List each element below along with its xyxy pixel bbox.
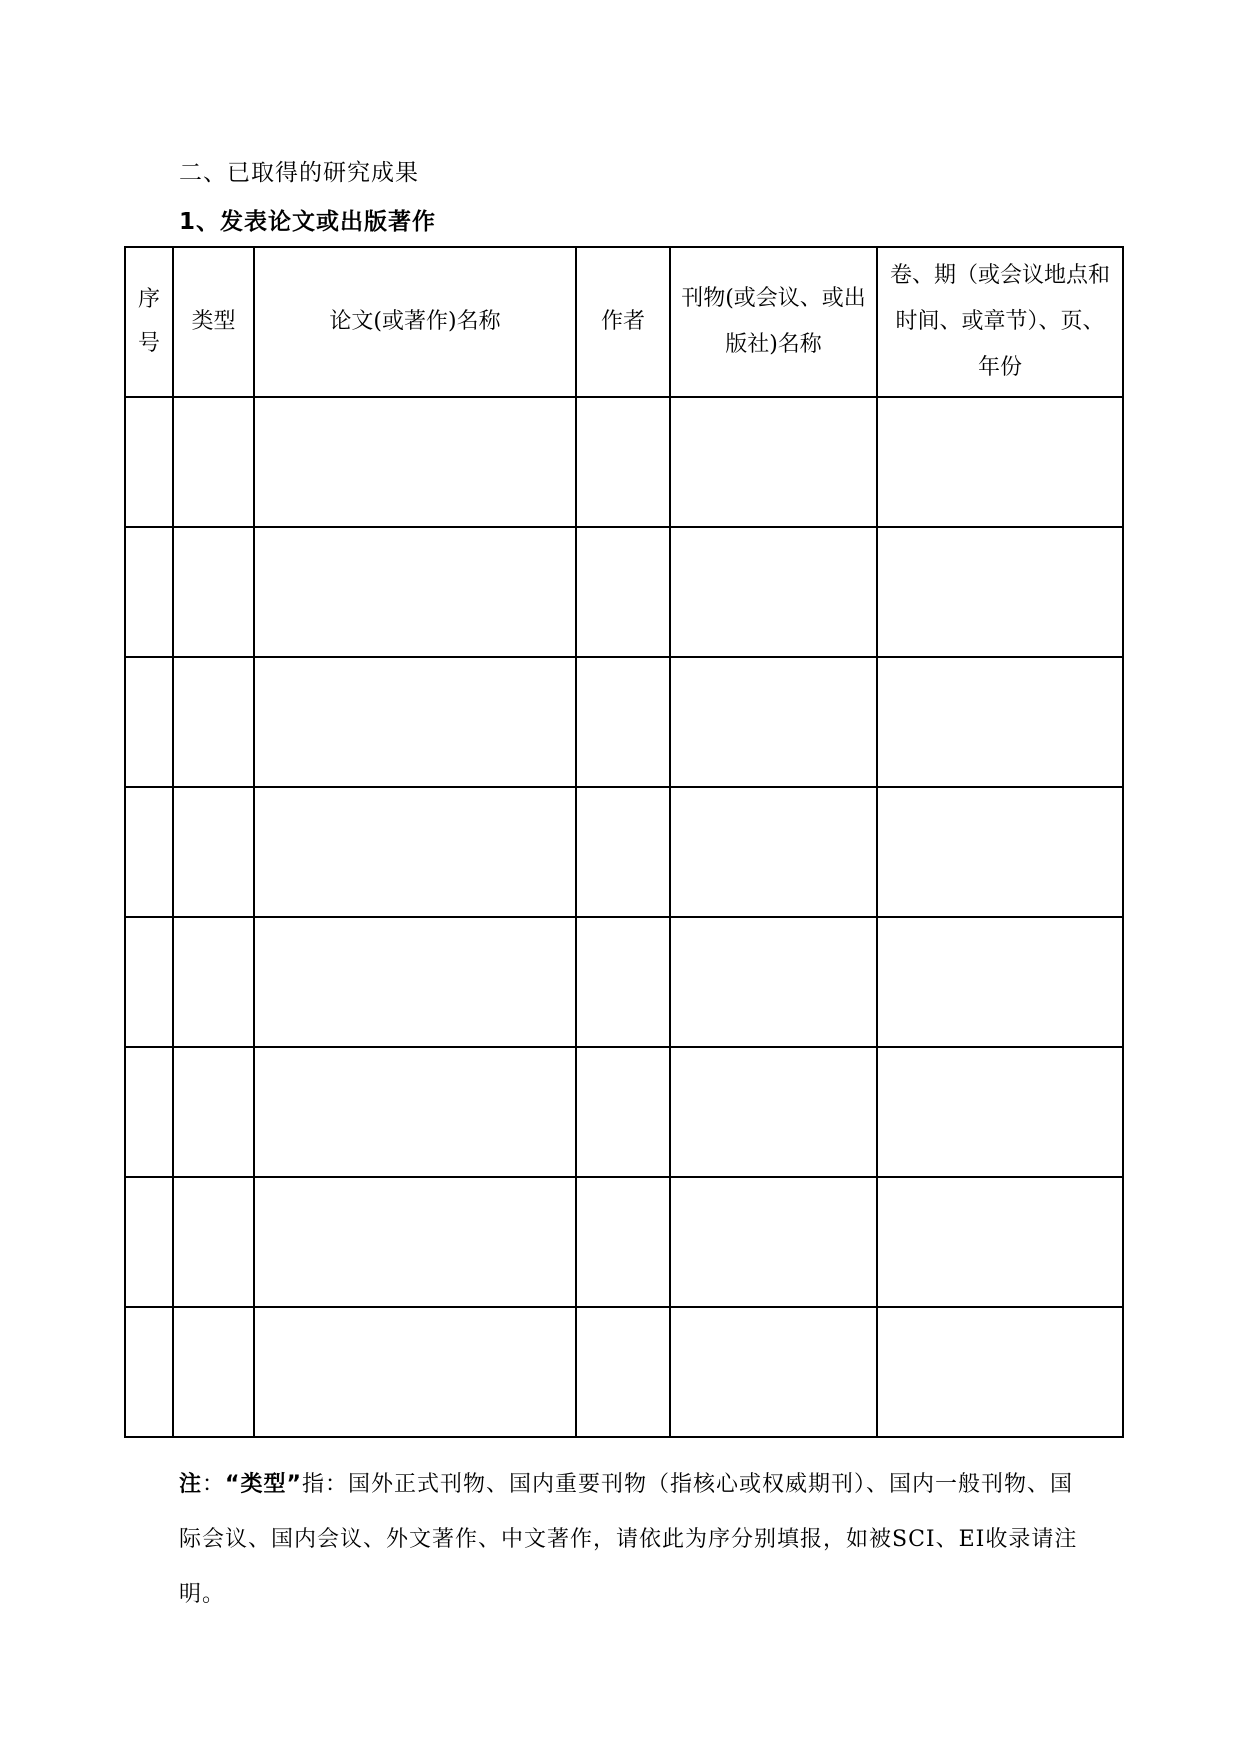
cell-serial-number[interactable] (125, 917, 173, 1047)
cell-author[interactable] (576, 787, 670, 917)
header-type (173, 247, 254, 397)
cell-volume-issue[interactable] (877, 1177, 1123, 1307)
table-header-row (125, 247, 1123, 397)
cell-serial-number[interactable] (125, 787, 173, 917)
header-paper-title-label: 论文(或著作)名称 (329, 309, 501, 334)
cell-journal[interactable] (670, 1177, 877, 1307)
header-paper-title (254, 247, 576, 397)
note-colon: ： (202, 1472, 226, 1497)
note-body: 指：国外正式刊物、国内重要刊物（指核心或权威期刊）、国内一般刊物、国际会议、国内会议、外文著作、中文著作，请依此为序分别填报，如被SCI、EI收录请注明。 (179, 1472, 1078, 1607)
cell-paper-title[interactable] (254, 1177, 576, 1307)
cell-serial-number[interactable] (125, 1177, 173, 1307)
header-author (576, 247, 670, 397)
cell-type[interactable] (173, 527, 254, 657)
cell-type[interactable] (173, 787, 254, 917)
cell-author[interactable] (576, 1307, 670, 1437)
cell-author[interactable] (576, 657, 670, 787)
subsection-title: 1、发表论文或出版著作 (179, 209, 437, 235)
cell-volume-issue[interactable] (877, 397, 1123, 527)
cell-type[interactable] (173, 397, 254, 527)
cell-journal[interactable] (670, 657, 877, 787)
table-row (125, 397, 1123, 527)
table-row (125, 527, 1123, 657)
cell-volume-issue[interactable] (877, 657, 1123, 787)
cell-paper-title[interactable] (254, 397, 576, 527)
table-row (125, 1307, 1123, 1437)
cell-author[interactable] (576, 1047, 670, 1177)
cell-journal[interactable] (670, 1047, 877, 1177)
footnote (179, 1457, 1079, 1622)
cell-journal[interactable] (670, 1307, 877, 1437)
cell-paper-title[interactable] (254, 527, 576, 657)
publications-table (124, 246, 1124, 1438)
note-quoted-term: “类型” (225, 1472, 302, 1497)
cell-volume-issue[interactable] (877, 1047, 1123, 1177)
cell-journal[interactable] (670, 527, 877, 657)
header-journal-label: 刊物(或会议、或出版社)名称 (681, 286, 866, 357)
cell-paper-title[interactable] (254, 917, 576, 1047)
header-volume-issue-label: 卷、期（或会议地点和时间、或章节）、页、年份 (889, 263, 1110, 380)
cell-author[interactable] (576, 1177, 670, 1307)
header-serial-number (125, 247, 173, 397)
cell-journal[interactable] (670, 397, 877, 527)
cell-serial-number[interactable] (125, 1307, 173, 1437)
cell-type[interactable] (173, 1177, 254, 1307)
cell-serial-number[interactable] (125, 527, 173, 657)
cell-paper-title[interactable] (254, 787, 576, 917)
table-row (125, 787, 1123, 917)
table-row (125, 1047, 1123, 1177)
cell-author[interactable] (576, 527, 670, 657)
table-body (125, 397, 1123, 1437)
cell-serial-number[interactable] (125, 657, 173, 787)
cell-volume-issue[interactable] (877, 787, 1123, 917)
header-journal (670, 247, 877, 397)
cell-paper-title[interactable] (254, 1307, 576, 1437)
section-title: 二、已取得的研究成果 (179, 160, 419, 186)
note-prefix: 注 (179, 1472, 203, 1497)
cell-journal[interactable] (670, 787, 877, 917)
cell-volume-issue[interactable] (877, 917, 1123, 1047)
table-row (125, 657, 1123, 787)
cell-author[interactable] (576, 917, 670, 1047)
cell-paper-title[interactable] (254, 1047, 576, 1177)
cell-author[interactable] (576, 397, 670, 527)
header-volume-issue (877, 247, 1123, 397)
cell-paper-title[interactable] (254, 657, 576, 787)
cell-type[interactable] (173, 1307, 254, 1437)
table-row (125, 1177, 1123, 1307)
cell-type[interactable] (173, 1047, 254, 1177)
cell-type[interactable] (173, 917, 254, 1047)
cell-serial-number[interactable] (125, 397, 173, 527)
table-row (125, 917, 1123, 1047)
header-author-label: 作者 (600, 309, 645, 334)
cell-serial-number[interactable] (125, 1047, 173, 1177)
cell-journal[interactable] (670, 917, 877, 1047)
cell-volume-issue[interactable] (877, 1307, 1123, 1437)
header-type-label: 类型 (191, 309, 236, 334)
cell-volume-issue[interactable] (877, 527, 1123, 657)
header-serial-number-label: 序号 (137, 287, 160, 356)
cell-type[interactable] (173, 657, 254, 787)
